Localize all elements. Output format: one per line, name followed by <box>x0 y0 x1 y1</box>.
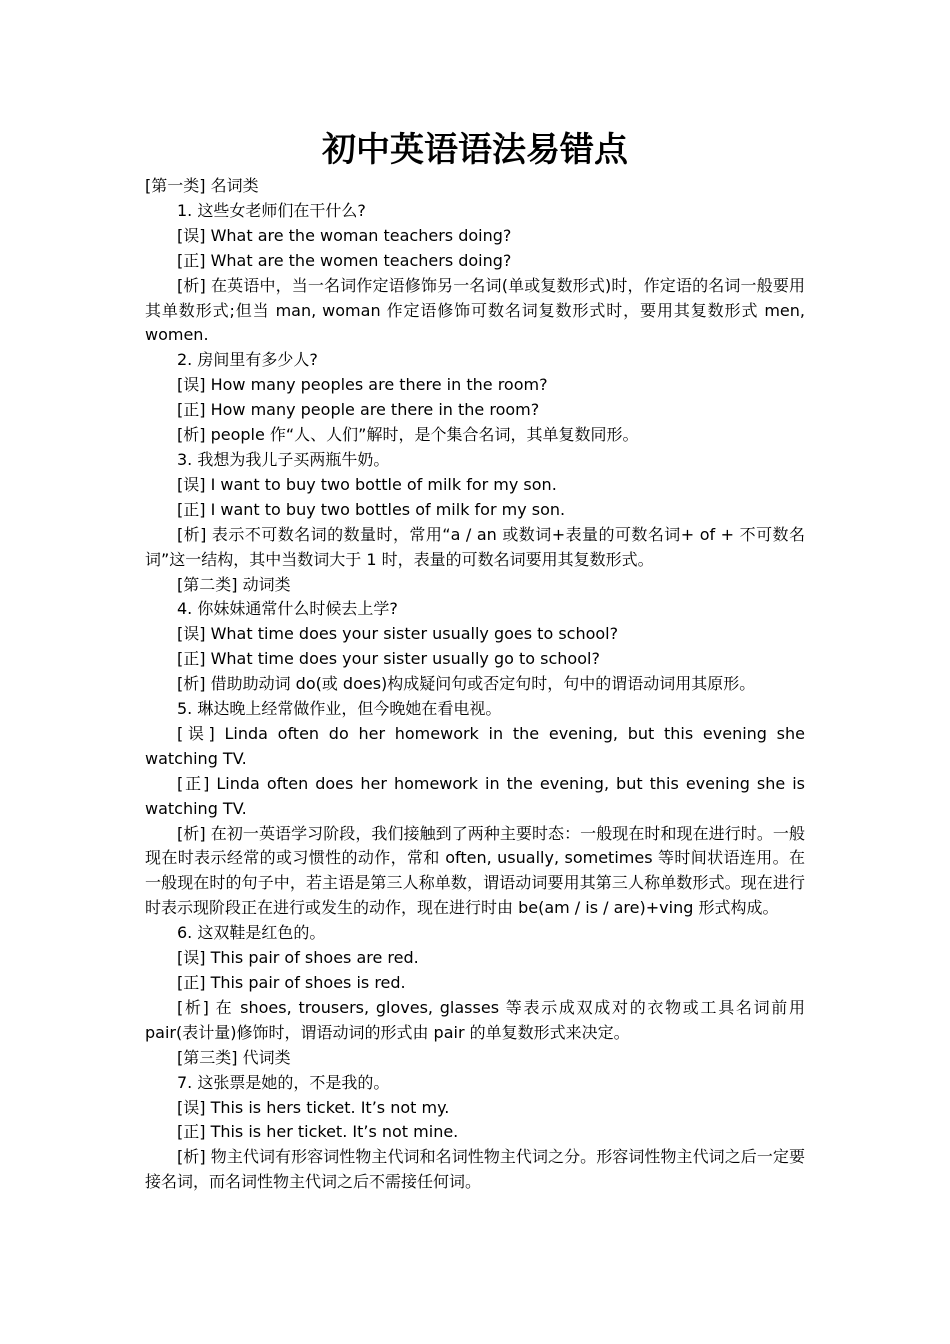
correct-sentence: [正] What time does your sister usually go to school? <box>177 649 600 669</box>
section-heading: [第二类] 动词类 <box>177 574 291 594</box>
wrong-sentence: [误] Linda often do her homework in the evening, but this evening she watching TV. <box>145 723 805 768</box>
section-heading: [第一类] 名词类 <box>145 176 259 195</box>
question: 4. 你妹妹通常什么时候去上学? <box>177 599 398 619</box>
wrong-sentence: [误] I want to buy two bottle of milk for my son. <box>177 474 557 494</box>
question: 5. 琳达晚上经常做作业，但今晚她在看电视。 <box>177 699 502 719</box>
explanation: [析] 表示不可数名词的数量时，常用“a / an 或数词+表量的可数名词+ of + 不可数名词”这一结构，其中当数词大于 1 时，表量的可数名词要用其复数形式。 <box>145 524 805 569</box>
correct-sentence: [正] What are the women teachers doing? <box>177 250 512 270</box>
question: 6. 这双鞋是红色的。 <box>177 923 326 943</box>
correct-sentence: [正] This pair of shoes is red. <box>177 973 406 992</box>
explanation: [析] people 作“人、人们”解时，是个集合名词，其单复数同形。 <box>177 425 639 445</box>
explanation: [析] 物主代词有形容词性物主代词和名词性物主代词之分。形容词性物主代词之后一定要接名词，而名词性物主代词之后不需接任何词。 <box>145 1147 805 1192</box>
correct-sentence: [正] I want to buy two bottles of milk for my son. <box>177 499 566 519</box>
wrong-sentence: [误] What time does your sister usually goes to school? <box>177 624 619 644</box>
question: 7. 这张票是她的，不是我的。 <box>177 1072 390 1092</box>
question: 2. 房间里有多少人? <box>177 350 318 370</box>
explanation: [析] 在初一英语学习阶段，我们接触到了两种主要时态：一般现在时和现在进行时。一般现在时表示经常的或习惯性的动作，常和 often, usually, sometimes 等时间状语连用。在一般现在时的句子中，若主语是第三人称单数，谓语动词要用其第三人称单数形式。现在进行时表示现阶段正在进行或发生的动作，现在进行时由 be(am / is / are)+ving 形式构成。 <box>145 823 805 918</box>
explanation: [析] 在 shoes, trousers, gloves, glasses 等表示成双成对的衣物或工具名词前用 pair(表计量)修饰时，谓语动词的形式由 pair 的单复数形式来决定。 <box>145 997 805 1042</box>
wrong-sentence: [误] How many peoples are there in the room? <box>177 375 548 395</box>
section-heading: [第三类] 代词类 <box>177 1047 291 1067</box>
wrong-sentence: [误] This pair of shoes are red. <box>177 948 419 968</box>
correct-sentence: [正] How many people are there in the room? <box>177 400 540 420</box>
document-body <box>145 174 805 1195</box>
question: 3. 我想为我儿子买两瓶牛奶。 <box>177 449 390 469</box>
explanation: [析] 在英语中，当一名词作定语修饰另一名词(单或复数形式)时，作定语的名词一般要用其单数形式;但当 man, woman 作定语修饰可数名词复数形式时，要用其复数形式 men, women. <box>145 275 805 345</box>
document-title: 初中英语语法易错点 <box>322 130 628 170</box>
wrong-sentence: [误] This is hers ticket. It’s not my. <box>177 1097 450 1117</box>
correct-sentence: [正] Linda often does her homework in the evening, but this evening she is watching TV. <box>145 773 805 818</box>
wrong-sentence: [误] What are the woman teachers doing? <box>177 225 512 245</box>
explanation: [析] 借助助动词 do(或 does)构成疑问句或否定句时，句中的谓语动词用其原形。 <box>177 674 756 694</box>
correct-sentence: [正] This is her ticket. It’s not mine. <box>177 1122 459 1142</box>
question: 1. 这些女老师们在干什么? <box>177 200 366 220</box>
